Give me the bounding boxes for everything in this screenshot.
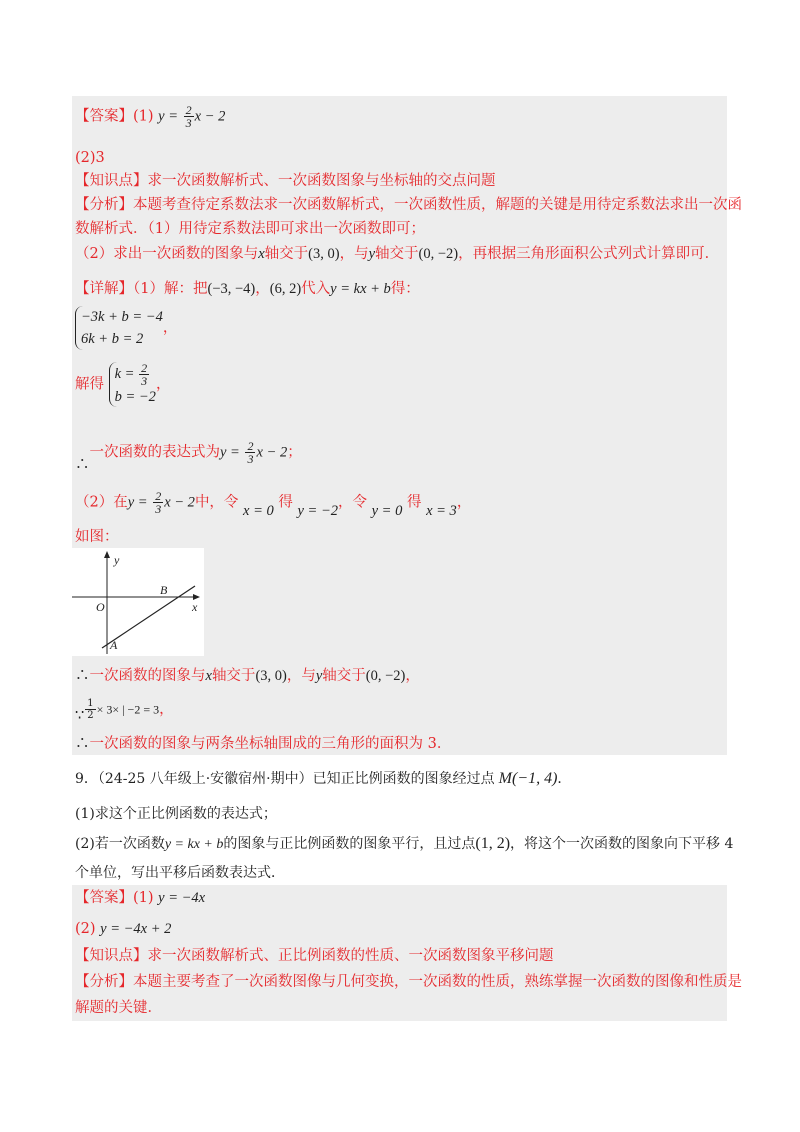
y-axis-label: y (114, 553, 120, 567)
part2-line: （2）在y = $\frac{2}{3}$ x − 2中，令 x = 0 得 y = −2，令 y = 0 得 x = 3， (75, 489, 472, 519)
conclusion-line: ∴一次函数的图象与两条坐标轴围成的三角形的面积为 3． (75, 736, 452, 752)
equation-system-2: 解得 k = $\frac{2}{3}$ b = −2， (75, 361, 171, 405)
analysis-2: 【分析】本题主要考查了一次函数图像与几何变换，一次函数的性质，熟练掌握一次函数的图像和性质是 (75, 974, 742, 990)
answer-2: (2)3 (75, 150, 105, 166)
question-9: 9．（24-25 八年级上·安徽宿州·期中）已知正比例函数的图象经过点 M(−1, 4)． (75, 770, 572, 787)
answer2-line2: (2) y = −4x + 2 (75, 921, 172, 937)
y-arrow-icon (104, 551, 110, 558)
point-b-label: B (160, 583, 168, 597)
axes-graph (72, 548, 204, 656)
answer-tag: 【答案】 (75, 108, 133, 125)
question-9-part1: (1)求这个正比例函数的表达式； (75, 806, 277, 822)
answer1-lhs: y = (158, 108, 179, 125)
answer-line: 【答案】(1) y = $\frac{2}{3}$ x − 2 (75, 103, 226, 130)
analysis-line-3: （2）求出一次函数的图象与x轴交于(3, 0)，与y轴交于(0, −2)，再根据三角形面积公式列式计算即可． (75, 246, 720, 262)
equation-system-1: −3k + b = −4 6k + b = 2， (75, 306, 177, 350)
intercepts-line: ∴一次函数的图象与x轴交于(3, 0)，与y轴交于(0, −2)， (75, 668, 420, 684)
answer1-fraction: $\frac{2}{3}$ (185, 103, 192, 130)
analysis: 【分析】本题考查待定系数法求一次函数解析式，一次函数性质，解题的关键是用待定系数法求出一次函 (75, 197, 742, 213)
expression-line: ∴一次函数的表达式为y = $\frac{2}{3}$ x − 2； (75, 439, 302, 473)
question-9-part2-line2: 个单位，写出平移后函数表达式． (75, 865, 285, 881)
area-line: ∵ $\frac{1}{2}$ × 3× | −2 = 3， (75, 698, 174, 724)
knowledge-point-2: 【知识点】求一次函数解析式、正比例函数的性质、一次函数图象平移问题 (75, 948, 554, 964)
analysis-2-line2: 解题的关键． (75, 1000, 162, 1016)
analysis-line-2: 数解析式．（1）用待定系数法即可求出一次函数即可； (75, 221, 425, 237)
x-axis-label: x (192, 600, 198, 614)
as-figure-label: 如图： (75, 529, 119, 545)
knowledge-point: 【知识点】求一次函数解析式、一次函数图象与坐标轴的交点问题 (75, 173, 496, 189)
detail-line: 【详解】（1）解：把(−3, −4)，(6, 2)代入y = kx + b得： (75, 281, 420, 297)
coordinate-figure (72, 548, 204, 656)
question-9-part2: (2)若一次函数y = kx + b的图象与正比例函数的图象平行，且过点(1, 2)，将这个一次函数的图象向下平移 4 (75, 835, 734, 852)
point-a-label: A (110, 638, 118, 652)
origin-label: O (96, 600, 105, 614)
answer2-line1: 【答案】(1) y = −4x (75, 890, 206, 906)
